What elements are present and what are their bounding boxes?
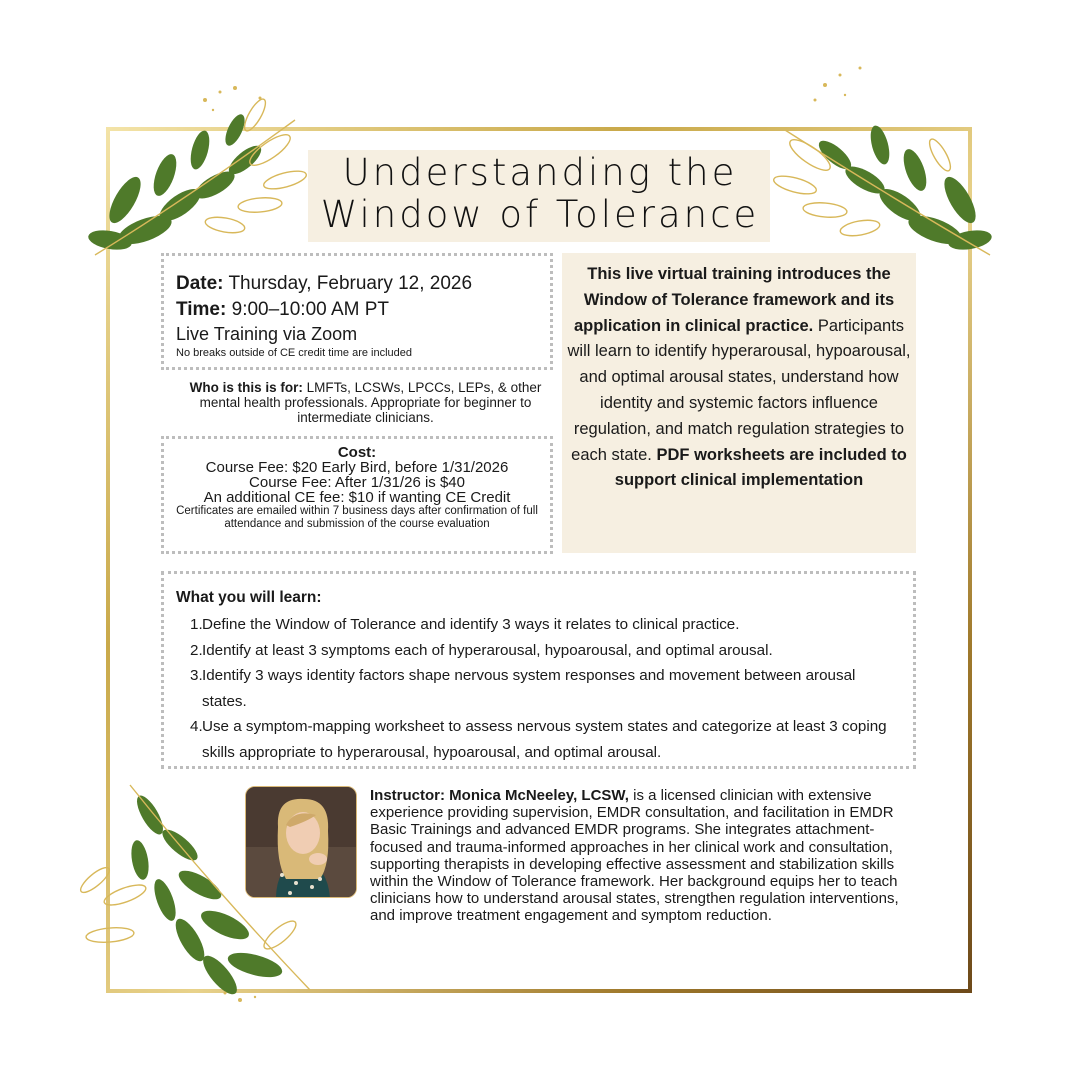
item-number: 4. [190,718,203,735]
page-title [240,152,840,236]
description-body: Participants will learn to identify hyperarousal, hypoarousal, and optimal arousal states, understand how identity and systemic factors influence regulation, and match regulation strategies to each state. [567,316,911,464]
description-intro: This live virtual training introduces the Window of Tolerance framework and its application in clinical practice. [573,265,895,335]
early-bird-fee: Course Fee: $20 Early Bird, before 1/31/2026 [205,459,509,476]
certificate-note: Certificates are emailed within 7 business days after confirmation of full attendance and submission of the course evaluation [176,505,538,530]
date-row [176,271,550,297]
item-number: 2. [190,641,203,659]
item-text: Identify at least 3 symptoms each of hyperarousal, hypoarousal, and optimal arousal. [202,641,773,659]
breaks-note: No breaks outside of CE credit time are included [176,347,413,359]
learning-objectives-box [161,571,916,769]
learn-heading: What you will learn: [176,589,322,606]
date-value: Thursday, February 12, 2026 [223,273,473,294]
cost-heading: Cost: [337,444,377,461]
item-number: 1. [190,616,203,633]
instructor-bio-text: is a licensed clinician with extensive experience providing supervision, EMDR consultation, and facilitation in EMDR Basic Trainings and advanced EMDR programs. She integrates attachment-focused and trauma-informed approaches in her clinical work and consultation, supporting therapists in developing effective assessment and stabilization skills within the Window of Tolerance framework. Her background equips her to teach clinicians how to understand arousal states, strengthen regulation interventions, and improve treatment engagement and symptom reduction. [370,787,899,925]
audience-label: Who is this is for: [189,380,303,395]
title-line-2: Window of Tolerance [320,193,760,236]
objectives-list [176,612,901,765]
time-row [176,297,550,323]
event-details-box [161,253,553,370]
format-text: Live Training via Zoom [176,324,358,344]
instructor-bio [370,787,905,925]
list-item [190,612,901,638]
item-text: Define the Window of Tolerance and identify 3 ways it relates to clinical practice. [202,616,740,633]
portrait-icon [246,787,357,898]
regular-fee: Course Fee: After 1/31/26 is $40 [249,474,465,491]
time-label: Time: [176,299,227,320]
instructor-name: Instructor: Monica McNeeley, LCSW, [370,787,629,804]
training-description [562,262,916,494]
list-item [190,663,901,714]
instructor-photo [245,786,357,898]
ce-fee: An additional CE fee: $10 if wanting CE Credit [203,489,511,506]
leaf-branch-top-right-icon [765,60,995,260]
item-number: 3. [190,667,203,684]
audience-value: LMFTs, LCSWs, LPCCs, LEPs, & other mental health professionals. Appropriate for beginner to intermediate clinicians. [199,380,542,425]
title-line-1: Understanding the [342,151,738,194]
cost-box [161,436,553,554]
list-item [190,714,901,765]
list-item [190,638,901,664]
item-text: Identify 3 ways identity factors shape nervous system responses and movement between arousal states. [202,667,856,710]
audience-text [178,380,553,425]
time-value: 9:00–10:00 AM PT [226,299,390,320]
description-closing: PDF worksheets are included to support clinical implementation [614,445,907,490]
item-text: Use a symptom-mapping worksheet to assess nervous system states and categorize at least 3 coping skills appropriate to hyperarousal, hypoarousal, and optimal arousal. [202,718,887,761]
leaf-branch-top-left-icon [85,80,315,260]
date-label: Date: [176,273,224,294]
